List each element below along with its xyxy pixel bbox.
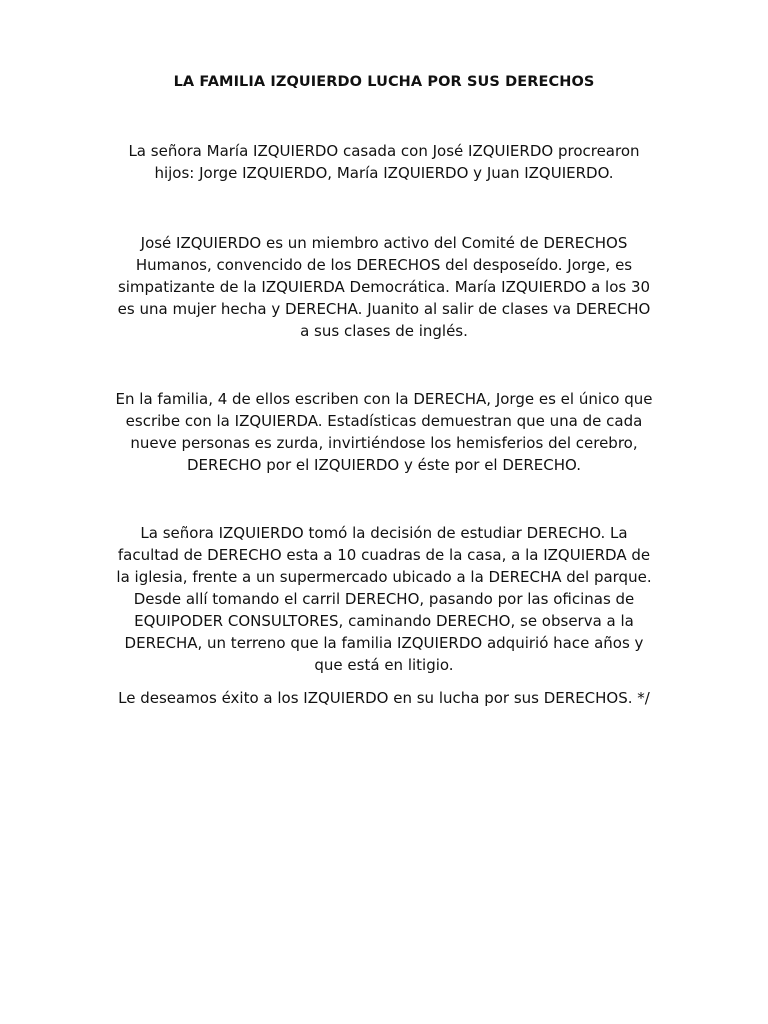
paragraph-line: que está en litigio.: [314, 656, 454, 674]
paragraph-line: José IZQUIERDO es un miembro activo del Comité de DERECHOS: [140, 234, 628, 252]
paragraph-law-school: [100, 522, 668, 676]
paragraph-line: EQUIPODER CONSULTORES, caminando DERECHO, se observa a la: [134, 612, 634, 630]
paragraph-closing-wish: [100, 687, 668, 709]
paragraph-line: es una mujer hecha y DERECHA. Juanito al salir de clases va DERECHO: [117, 300, 651, 318]
paragraph-line: Humanos, convencido de los DERECHOS del desposeído. Jorge, es: [135, 256, 633, 274]
paragraph-line: La señora IZQUIERDO tomó la decisión de estudiar DERECHO. La: [140, 524, 628, 542]
paragraph-line: DERECHA, un terreno que la familia IZQUIERDO adquirió hace años y: [124, 634, 644, 652]
paragraph-family-members: [100, 232, 668, 342]
paragraph-line: facultad de DERECHO esta a 10 cuadras de la casa, a la IZQUIERDA de: [117, 546, 651, 564]
paragraph-line: DERECHO por el IZQUIERDO y éste por el DERECHO.: [187, 456, 581, 474]
paragraph-line: escribe con la IZQUIERDA. Estadísticas demuestran que una de cada: [125, 412, 643, 430]
paragraph-line: Desde allí tomando el carril DERECHO, pasando por las oficinas de: [133, 590, 635, 608]
paragraph-handedness: [100, 388, 668, 476]
document-title: LA FAMILIA IZQUIERDO LUCHA POR SUS DERECHOS: [173, 74, 595, 90]
paragraph-line: La señora María IZQUIERDO casada con José IZQUIERDO procrearon: [128, 142, 640, 160]
paragraph-family-intro: [100, 140, 668, 184]
paragraph-line: En la familia, 4 de ellos escriben con la DERECHA, Jorge es el único que: [115, 390, 653, 408]
paragraph-line: nueve personas es zurda, invirtiéndose los hemisferios del cerebro,: [130, 434, 638, 452]
paragraph-line: hijos: Jorge IZQUIERDO, María IZQUIERDO y Juan IZQUIERDO.: [154, 164, 614, 182]
paragraph-line: Le deseamos éxito a los IZQUIERDO en su lucha por sus DERECHOS. */: [118, 689, 650, 707]
paragraph-line: a sus clases de inglés.: [300, 322, 468, 340]
paragraph-line: la iglesia, frente a un supermercado ubicado a la DERECHA del parque.: [116, 568, 652, 586]
paragraph-line: simpatizante de la IZQUIERDA Democrática. María IZQUIERDO a los 30: [117, 278, 651, 296]
